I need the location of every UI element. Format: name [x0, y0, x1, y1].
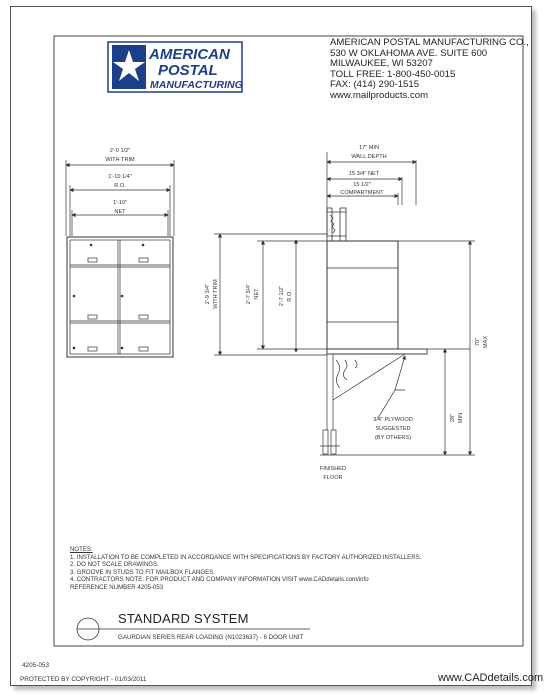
document-number: 4205-053: [22, 662, 50, 669]
drawing-title: STANDARD SYSTEM: [118, 611, 249, 626]
dim-height-net: 2'-7 3/4": [246, 283, 252, 305]
company-web[interactable]: www.mailproducts.com: [330, 89, 429, 101]
copyright-footer: PROTECTED BY COPYRIGHT - 01/03/2011: [20, 676, 147, 683]
plywood-note-2: SUGGESTED: [375, 426, 411, 432]
floor-label-1: FINISHED: [319, 466, 347, 472]
company-fax: FAX: (414) 290-1515: [330, 79, 420, 91]
company-address-1: 530 W OKLAHOMA AVE. SUITE 600: [330, 47, 488, 59]
plywood-note-3: (BY OTHERS): [375, 435, 411, 441]
dim-min-depth: 17" MIN: [358, 145, 380, 151]
dim-height-ro: 2'-7 1/2": [279, 285, 285, 307]
dim-trim-label: WITH TRIM: [105, 157, 135, 163]
front-view-locks: [73, 244, 145, 350]
dim-trim: 2'-0 1/2": [109, 148, 131, 154]
dim-net-label: NET: [114, 209, 126, 215]
drawing-subtitle: GAURDIAN SERIES REAR LOADING (N1023637) - 6 DOOR UNIT: [118, 634, 304, 641]
note-item: 2. DO NOT SCALE DRAWINGS.: [70, 561, 159, 569]
dim-height-trim-label: WITH TRIM: [213, 279, 219, 309]
dim-height-ro-label: R.O.: [287, 290, 293, 302]
dim-wall-depth: WALL DEPTH: [351, 154, 387, 160]
note-item: REFERENCE NUMBER 4205-053: [70, 583, 164, 591]
company-info: [330, 38, 529, 102]
note-item: 4. CONTRACTORS NOTE: FOR PRODUCT AND COMPANY INFORMATION VISIT www.CADdetails.com/info: [70, 576, 369, 584]
dim-max-label: MAX: [483, 335, 489, 349]
dim-height-net-label: NET: [254, 288, 260, 300]
dim-max-height: 70": [475, 337, 481, 347]
caddetails-link[interactable]: www.CADdetails.com: [438, 672, 544, 684]
notes-header: NOTES:: [70, 546, 93, 553]
company-address-2: MILWAUKEE, WI 53207: [330, 58, 433, 70]
dim-net: 1'-10": [112, 200, 128, 206]
notes-block: [70, 546, 421, 592]
dim-ro: 1'-10 1/4": [108, 174, 132, 180]
front-view: [66, 160, 174, 357]
dim-min-height: 28": [450, 413, 456, 423]
logo-line-1: AMERICAN: [149, 46, 230, 63]
dim-height-trim: 2'-9 3/4": [205, 283, 211, 305]
company-tollfree: TOLL FREE: 1-800-450-0015: [330, 68, 456, 80]
company-name: AMERICAN POSTAL MANUFACTURING CO.,: [330, 37, 529, 48]
plywood-note-1: 3/4" PLYWOOD: [373, 417, 413, 423]
dim-min-label: MIN: [458, 412, 464, 424]
logo-line-3: MANUFACTURING: [150, 79, 243, 91]
company-logo: [108, 42, 243, 92]
front-view-labels: [105, 148, 135, 215]
note-item: 3. GROOVE IN STUDS TO FIT MAILBOX FLANGES.: [70, 568, 215, 576]
logo-line-2: POSTAL: [158, 62, 218, 79]
side-view: [214, 152, 475, 455]
dim-ro-label: R.O.: [114, 183, 126, 189]
dim-compartment-label: COMPARTMENT: [340, 190, 384, 196]
dim-net-depth: 15 3/4" NET: [348, 171, 380, 177]
side-view-labels: [205, 145, 489, 481]
floor-label-2: FLOOR: [323, 475, 343, 481]
dim-compartment: 15 1/2": [353, 182, 371, 188]
note-item: 1. INSTALLATION TO BE COMPLETED IN ACCORDANCE WITH SPECIFICATIONS BY FACTORY AUTHORIZED INSTALLERS.: [70, 553, 422, 561]
